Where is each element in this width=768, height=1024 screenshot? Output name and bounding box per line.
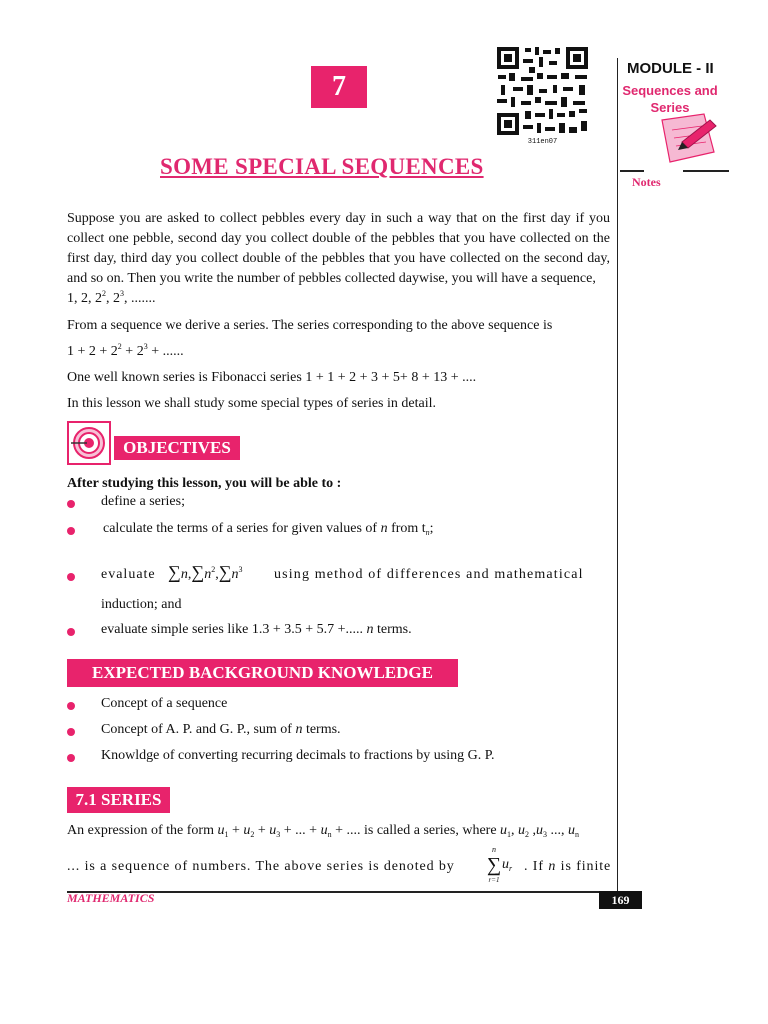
objectives-intro: After studying this lesson, you will be able to : — [67, 476, 342, 491]
objective-item: calculate the terms of a series for given values of n from $t_n$; — [103, 521, 434, 537]
module-topic-line2: Series — [650, 100, 690, 115]
objective-item: evaluate simple series like 1.3 + 3.5 + 5.7 +..... n terms. — [101, 622, 412, 637]
bullet — [67, 527, 75, 535]
notes-label: Notes — [632, 175, 661, 189]
footer-subject: MATHEMATICS — [67, 891, 155, 905]
objective-item-method: using method of differences and mathematical — [274, 567, 584, 582]
chapter-title: SOME SPECIAL SEQUENCES — [160, 154, 484, 179]
sidebar-divider — [617, 58, 618, 900]
bullet — [67, 754, 75, 762]
bullet — [67, 728, 75, 736]
sequence-example: 1, 2, $2^2$, $2^3$, ....... — [67, 289, 156, 306]
sum-term: $u_r$ — [502, 857, 513, 873]
notes-pencil-icon — [652, 112, 722, 166]
qr-code-label: 311en07 — [527, 138, 558, 146]
series-definition-line: An expression of the form $u_1 + u_2 + u_3$ + ... + $u_n$ + .... is called a series, where $u_1$, $u_2$ $,u_3$ ..., $u_n$ — [67, 823, 580, 839]
background-item: Concept of a sequence — [101, 696, 228, 711]
qr-code-image — [495, 45, 590, 137]
bullet — [67, 573, 75, 581]
notes-rule-right — [683, 170, 729, 172]
bullet — [67, 628, 75, 636]
module-topic-line1: Sequences and — [622, 83, 718, 98]
lesson-scope-text: In this lesson we shall study some special types of series in detail. — [67, 396, 436, 411]
fibonacci-text: One well known series is Fibonacci series 1 + 1 + 2 + 3 + 5+ 8 + 13 + .... — [67, 370, 477, 385]
objectives-target-icon — [67, 421, 111, 465]
series-section-heading: 7.1 SERIES — [67, 787, 170, 813]
module-label: MODULE - II — [627, 60, 714, 77]
background-item: Knowldge of converting recurring decimals to fractions by using G. P. — [101, 748, 495, 763]
objectives-heading: OBJECTIVES — [114, 436, 240, 460]
series-example: $1 + 2 + 2^2 + 2^3$ + ...... — [67, 342, 184, 359]
sum-notation: n ∑ r=1 — [486, 845, 502, 884]
series-finite-text: . If n is finite — [524, 859, 612, 874]
intro-text: Suppose you are asked to collect pebbles every day in such a way that on the first day if you collect one pebble, second day you collect double of the pebbles that you have collected on the first day, third day you collect double of the pebbles that you have collected on the second day, and so on. Then you write the number of pebbles collected daywise, you will have a sequence, — [67, 211, 610, 286]
chapter-number: 7 — [311, 66, 367, 108]
bullet — [67, 500, 75, 508]
background-heading: EXPECTED BACKGROUND KNOWLEDGE — [67, 659, 458, 687]
intro-paragraph — [67, 209, 610, 309]
bullet — [67, 702, 75, 710]
sum-formula: $\sum n,\sum n^2,\sum n^3$ — [168, 562, 243, 582]
objective-item-evaluate: evaluate — [101, 567, 156, 582]
series-denotation-text: ... is a sequence of numbers. The above series is denoted by — [67, 859, 455, 874]
objective-item: define a series; — [101, 494, 185, 509]
background-item: Concept of A. P. and G. P., sum of n terms. — [101, 722, 341, 737]
series-intro-text: From a sequence we derive a series. The series corresponding to the above sequence is — [67, 318, 553, 333]
objective-item-induction: induction; and — [101, 597, 182, 612]
notes-rule-left — [620, 170, 644, 172]
page-number: 169 — [599, 891, 642, 909]
module-topic — [620, 82, 720, 116]
